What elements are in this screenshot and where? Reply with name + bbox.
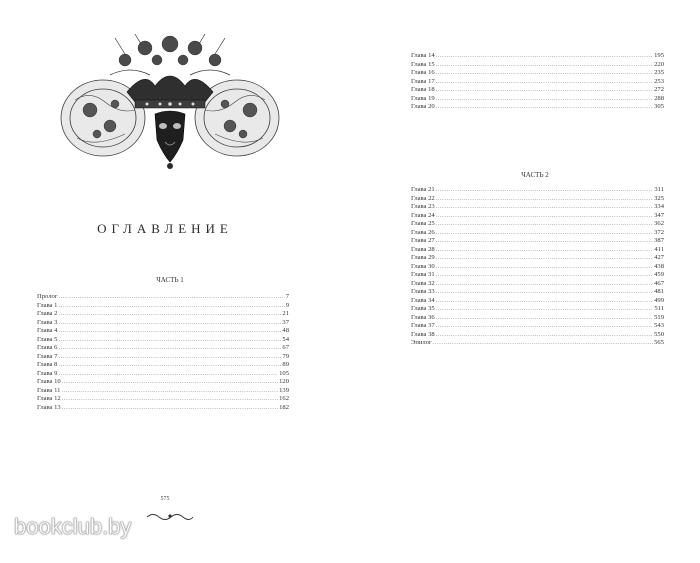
dot-leader bbox=[436, 61, 653, 70]
toc-entry bbox=[411, 229, 664, 238]
dot-leader bbox=[62, 378, 278, 387]
dot-leader bbox=[58, 310, 281, 319]
dot-leader bbox=[436, 69, 653, 78]
toc-entry bbox=[37, 370, 289, 379]
toc-entry-label: Глава 35 bbox=[411, 305, 435, 312]
dot-leader bbox=[62, 395, 278, 404]
toc-entry bbox=[411, 52, 664, 61]
toc-entry bbox=[37, 327, 289, 336]
dot-leader bbox=[58, 344, 281, 353]
dot-leader bbox=[436, 331, 653, 340]
dot-leader bbox=[58, 319, 281, 328]
toc-entry-label: Глава 21 bbox=[411, 186, 435, 193]
dot-leader bbox=[59, 293, 285, 302]
toc-entry-page: 89 bbox=[282, 361, 289, 368]
dot-leader bbox=[436, 103, 653, 112]
toc-entry bbox=[411, 288, 664, 297]
toc-entry bbox=[411, 280, 664, 289]
toc-entry-page: 411 bbox=[654, 245, 664, 253]
toc-entry bbox=[411, 78, 664, 87]
toc-entry bbox=[411, 271, 664, 280]
toc-entry bbox=[37, 293, 289, 302]
toc-entry-label: Глава 33 bbox=[411, 288, 435, 295]
toc-entry-page: 362 bbox=[654, 220, 664, 227]
dot-leader bbox=[436, 52, 653, 61]
toc-entry-label: Глава 2 bbox=[37, 310, 58, 317]
toc-entry-label: Пролог bbox=[37, 293, 58, 300]
toc-entry-page: 21 bbox=[282, 310, 289, 317]
dot-leader bbox=[433, 339, 653, 348]
dot-leader bbox=[58, 327, 281, 336]
toc-entry bbox=[411, 297, 664, 306]
toc-entry-page: 311 bbox=[654, 186, 664, 193]
dot-leader bbox=[436, 95, 653, 104]
toc-list bbox=[411, 52, 664, 112]
toc-entry-page: 543 bbox=[654, 322, 664, 329]
toc-entry bbox=[37, 378, 289, 387]
toc-entry bbox=[37, 387, 289, 396]
toc-entry-page: 48 bbox=[282, 327, 289, 334]
dot-leader bbox=[436, 280, 653, 289]
dot-leader bbox=[436, 254, 653, 263]
toc-entry-label: Глава 20 bbox=[411, 103, 435, 110]
toc-entry bbox=[37, 344, 289, 353]
toc-entry bbox=[37, 353, 289, 362]
toc-entry-label: Глава 23 bbox=[411, 203, 435, 210]
toc-entry-label: Глава 15 bbox=[411, 60, 435, 68]
toc-entry-page: 120 bbox=[279, 378, 289, 385]
dot-leader bbox=[436, 271, 653, 280]
dot-leader bbox=[436, 314, 653, 323]
toc-entry-label: Глава 1 bbox=[37, 301, 58, 309]
part-heading: ЧАСТЬ 1 bbox=[156, 276, 184, 284]
toc-entry-page: 162 bbox=[279, 395, 289, 402]
toc-entry-page: 235 bbox=[654, 69, 664, 76]
toc-entry-label: Глава 11 bbox=[37, 386, 61, 394]
toc-entry bbox=[411, 212, 664, 221]
toc-entry-label: Глава 9 bbox=[37, 369, 58, 377]
toc-entry bbox=[37, 336, 289, 345]
toc-entry-page: 220 bbox=[654, 60, 664, 68]
dot-leader bbox=[436, 86, 653, 95]
dot-leader bbox=[436, 186, 654, 195]
toc-entry-page: 105 bbox=[279, 369, 289, 377]
toc-entry-label: Глава 36 bbox=[411, 313, 435, 321]
toc-entry-page: 182 bbox=[279, 403, 289, 411]
toc-entry bbox=[411, 103, 664, 112]
toc-entry bbox=[37, 361, 289, 370]
dot-leader bbox=[436, 78, 653, 87]
toc-list bbox=[411, 186, 664, 348]
toc-entry-page: 459 bbox=[654, 271, 664, 278]
toc-entry-label: Глава 37 bbox=[411, 322, 435, 329]
toc-entry-label: Глава 16 bbox=[411, 69, 435, 76]
toc-entry-label: Глава 3 bbox=[37, 318, 58, 326]
toc-entry-label: Глава 25 bbox=[411, 220, 435, 227]
dot-leader bbox=[58, 336, 281, 345]
toc-entry bbox=[411, 314, 664, 323]
toc-list bbox=[37, 293, 289, 412]
toc-entry-label: Глава 8 bbox=[37, 361, 58, 368]
toc-entry-label: Глава 31 bbox=[411, 271, 435, 278]
toc-entry bbox=[411, 95, 664, 104]
toc-entry-label: Глава 19 bbox=[411, 94, 435, 102]
toc-entry-label: Глава 14 bbox=[411, 52, 435, 59]
dot-leader bbox=[436, 246, 654, 255]
dot-leader bbox=[58, 353, 281, 362]
toc-entry-page: 288 bbox=[654, 94, 664, 102]
toc-entry bbox=[411, 331, 664, 340]
flourish-ornament bbox=[145, 511, 195, 521]
toc-entry-page: 253 bbox=[654, 77, 664, 85]
toc-entry bbox=[411, 254, 664, 263]
toc-entry bbox=[37, 319, 289, 328]
toc-entry bbox=[37, 310, 289, 319]
toc-entry-label: Глава 38 bbox=[411, 330, 435, 338]
right-page bbox=[350, 0, 700, 563]
toc-entry-page: 139 bbox=[279, 386, 289, 394]
toc-entry-page: 7 bbox=[285, 293, 289, 300]
toc-entry-label: Глава 34 bbox=[411, 296, 435, 304]
toc-entry-page: 427 bbox=[654, 254, 664, 261]
toc-entry-page: 347 bbox=[654, 211, 664, 219]
dot-leader bbox=[436, 195, 653, 204]
toc-entry-page: 54 bbox=[282, 335, 289, 343]
watermark-logo: bookclub.by bbox=[14, 514, 132, 539]
toc-entry-page: 565 bbox=[654, 339, 664, 346]
toc-entry-page: 334 bbox=[654, 203, 664, 210]
dot-leader bbox=[436, 237, 653, 246]
toc-entry-label: Глава 7 bbox=[37, 352, 58, 360]
dot-leader bbox=[61, 387, 278, 396]
toc-entry-label: Глава 13 bbox=[37, 403, 61, 411]
toc-entry-label: Глава 24 bbox=[411, 211, 435, 219]
toc-entry-page: 195 bbox=[654, 52, 664, 59]
page-number: 575 bbox=[160, 496, 170, 502]
toc-entry-page: 305 bbox=[654, 103, 664, 110]
toc-entry-page: 438 bbox=[654, 262, 664, 270]
toc-entry-label: Глава 17 bbox=[411, 77, 435, 85]
toc-entry-page: 387 bbox=[654, 237, 664, 244]
toc-entry-page: 499 bbox=[654, 296, 664, 304]
toc-entry bbox=[411, 195, 664, 204]
toc-entry bbox=[411, 203, 664, 212]
toc-entry bbox=[411, 339, 664, 348]
toc-entry-page: 67 bbox=[282, 344, 289, 351]
toc-entry-page: 481 bbox=[654, 288, 664, 295]
toc-entry bbox=[37, 395, 289, 404]
part-heading: ЧАСТЬ 2 bbox=[521, 171, 549, 179]
toc-entry bbox=[411, 61, 664, 70]
dot-leader bbox=[436, 203, 653, 212]
toc-entry-page: 325 bbox=[654, 194, 664, 202]
crown-ornament-illustration bbox=[55, 30, 285, 180]
toc-entry-page: 9 bbox=[285, 301, 289, 309]
dot-leader bbox=[58, 361, 281, 370]
dot-leader bbox=[436, 212, 653, 221]
dot-leader bbox=[436, 305, 654, 314]
toc-entry-label: Глава 27 bbox=[411, 237, 435, 244]
toc-entry bbox=[411, 263, 664, 272]
dot-leader bbox=[436, 229, 653, 238]
toc-entry bbox=[411, 69, 664, 78]
toc-entry-page: 467 bbox=[654, 279, 664, 287]
toc-entry bbox=[411, 220, 664, 229]
toc-entry bbox=[411, 86, 664, 95]
toc-entry-label: Глава 5 bbox=[37, 335, 58, 343]
toc-entry-label: Глава 30 bbox=[411, 262, 435, 270]
dot-leader bbox=[436, 288, 653, 297]
toc-entry-page: 272 bbox=[654, 86, 664, 93]
toc-entry bbox=[411, 322, 664, 331]
toc-entry-page: 519 bbox=[654, 313, 664, 321]
dot-leader bbox=[436, 322, 653, 331]
toc-entry-page: 372 bbox=[654, 228, 664, 236]
toc-entry-label: Глава 28 bbox=[411, 245, 435, 253]
dot-leader bbox=[436, 297, 653, 306]
toc-entry bbox=[411, 186, 664, 195]
toc-entry-label: Эпилог bbox=[411, 339, 432, 346]
toc-entry-label: Глава 6 bbox=[37, 344, 58, 351]
dot-leader bbox=[62, 404, 278, 413]
toc-entry-page: 511 bbox=[654, 305, 664, 312]
toc-entry-label: Глава 18 bbox=[411, 86, 435, 93]
page-title: ОГЛАВЛЕНИЕ bbox=[97, 221, 233, 236]
toc-entry-page: 37 bbox=[282, 318, 289, 326]
dot-leader bbox=[58, 370, 278, 379]
toc-entry bbox=[411, 237, 664, 246]
toc-entry bbox=[37, 302, 289, 311]
toc-entry bbox=[37, 404, 289, 413]
toc-entry-label: Глава 26 bbox=[411, 228, 435, 236]
toc-entry-page: 550 bbox=[654, 330, 664, 338]
dot-leader bbox=[436, 263, 653, 272]
toc-entry-label: Глава 22 bbox=[411, 194, 435, 202]
toc-entry-label: Глава 10 bbox=[37, 378, 61, 385]
toc-entry-label: Глава 4 bbox=[37, 327, 58, 334]
toc-entry-label: Глава 12 bbox=[37, 395, 61, 402]
toc-entry-label: Глава 29 bbox=[411, 254, 435, 261]
toc-entry bbox=[411, 305, 664, 314]
toc-entry-page: 79 bbox=[282, 352, 289, 360]
toc-entry bbox=[411, 246, 664, 255]
toc-entry-label: Глава 32 bbox=[411, 279, 435, 287]
dot-leader bbox=[436, 220, 653, 229]
dot-leader bbox=[58, 302, 284, 311]
